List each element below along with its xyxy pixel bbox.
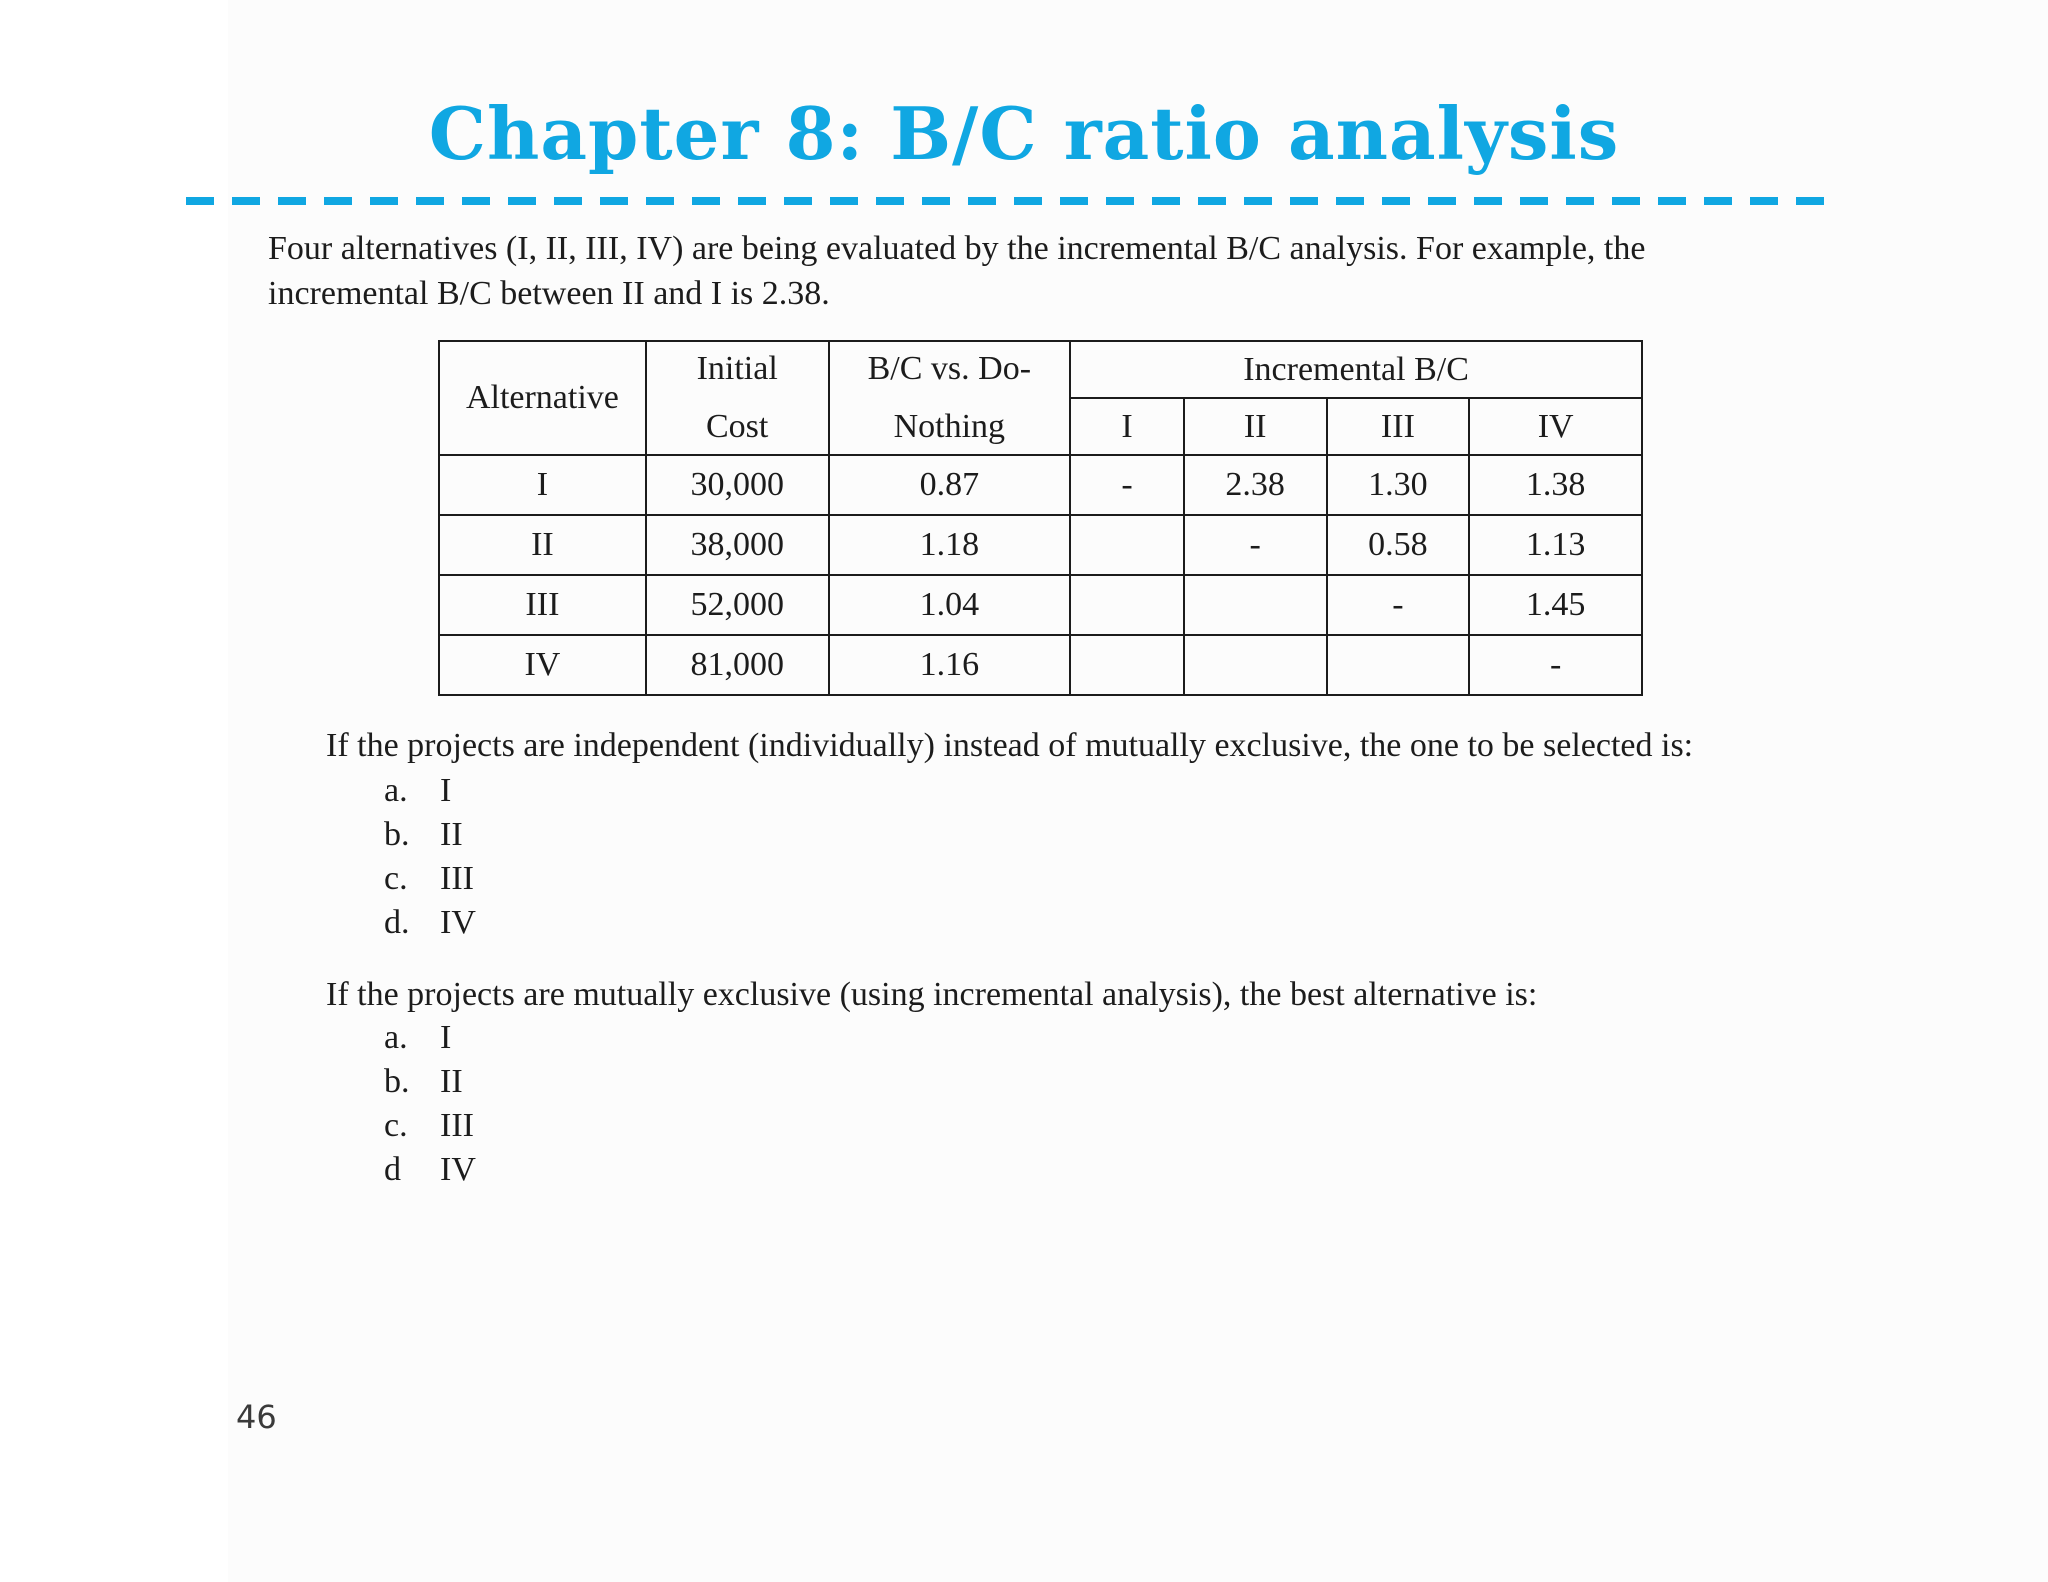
option-label: IV	[440, 904, 476, 941]
slide-title: Chapter 8: B/C ratio analysis	[428, 91, 1620, 176]
cell-bc: 1.18	[829, 515, 1071, 575]
option-letter: d.	[384, 904, 410, 941]
cell-inc-i	[1070, 515, 1184, 575]
cell-inc-ii	[1184, 575, 1327, 635]
cell-initial-cost: 52,000	[646, 575, 829, 635]
table-row	[439, 455, 1642, 515]
option-letter: a.	[384, 772, 408, 809]
option-letter: d	[384, 1151, 401, 1188]
option-label: II	[440, 1063, 463, 1100]
cell-inc-iv: 1.38	[1469, 455, 1642, 515]
option-label: I	[440, 1019, 452, 1056]
option-label: IV	[440, 1151, 476, 1188]
cell-inc-ii: 2.38	[1184, 455, 1327, 515]
option-letter: c.	[384, 1107, 408, 1144]
option-label: III	[440, 1107, 474, 1144]
header-alternative: Alternative	[439, 341, 646, 455]
subheader-iii: III	[1327, 398, 1470, 455]
cell-alternative: III	[439, 575, 646, 635]
option-label: II	[440, 816, 463, 853]
page-number: 46	[236, 1398, 277, 1436]
header-initial-cost	[646, 341, 829, 455]
cell-alternative: II	[439, 515, 646, 575]
table-row	[439, 575, 1642, 635]
cell-bc: 1.04	[829, 575, 1071, 635]
cell-inc-iii: -	[1327, 575, 1470, 635]
cell-inc-iii	[1327, 635, 1470, 695]
header-bc-vs-do-nothing	[829, 341, 1071, 455]
table-row	[439, 635, 1642, 695]
question-2-text: If the projects are mutually exclusive (using incremental analysis), the best alternative is:	[326, 976, 1538, 1013]
option-letter: a.	[384, 1019, 408, 1056]
cell-inc-iv: 1.45	[1469, 575, 1642, 635]
subheader-iv: IV	[1469, 398, 1642, 455]
option-label: III	[440, 860, 474, 897]
question-2-options	[384, 1016, 476, 1192]
cell-inc-ii	[1184, 635, 1327, 695]
intro-line-1: Four alternatives (I, II, III, IV) are being evaluated by the incremental B/C analysis. For example, the	[268, 230, 1646, 267]
option-label: I	[440, 772, 452, 809]
header-incremental-bc: Incremental B/C	[1070, 341, 1642, 398]
subheader-ii: II	[1184, 398, 1327, 455]
title-divider	[186, 197, 1841, 205]
option-b[interactable]	[384, 813, 476, 857]
question-1-text: If the projects are independent (individually) instead of mutually exclusive, the one to be selected is:	[326, 727, 1694, 764]
cell-bc: 1.16	[829, 635, 1071, 695]
header-bc-line2: Nothing	[893, 408, 1006, 445]
bc-table	[438, 340, 1643, 696]
cell-inc-ii: -	[1184, 515, 1327, 575]
option-c[interactable]	[384, 857, 476, 901]
cell-initial-cost: 30,000	[646, 455, 829, 515]
header-initial-cost-line2: Cost	[706, 408, 769, 445]
option-letter: b.	[384, 1063, 410, 1100]
intro-line-2: incremental B/C between II and I is 2.38.	[268, 275, 830, 312]
header-bc-line1: B/C vs. Do-	[867, 350, 1032, 387]
cell-inc-i: -	[1070, 455, 1184, 515]
intro-text	[268, 226, 1908, 316]
option-b[interactable]	[384, 1060, 476, 1104]
option-c[interactable]	[384, 1104, 476, 1148]
cell-inc-i	[1070, 635, 1184, 695]
cell-inc-iv: 1.13	[1469, 515, 1642, 575]
cell-inc-iii: 0.58	[1327, 515, 1470, 575]
option-a[interactable]	[384, 1016, 476, 1060]
option-a[interactable]	[384, 769, 476, 813]
header-initial-cost-line1: Initial	[696, 350, 778, 387]
table-header-row	[439, 341, 1642, 398]
cell-inc-i	[1070, 575, 1184, 635]
cell-initial-cost: 81,000	[646, 635, 829, 695]
option-d[interactable]	[384, 1148, 476, 1192]
option-d[interactable]	[384, 901, 476, 945]
subheader-i: I	[1070, 398, 1184, 455]
option-letter: c.	[384, 860, 408, 897]
cell-alternative: I	[439, 455, 646, 515]
question-1-options	[384, 769, 476, 945]
cell-inc-iii: 1.30	[1327, 455, 1470, 515]
option-letter: b.	[384, 816, 410, 853]
cell-initial-cost: 38,000	[646, 515, 829, 575]
table-row	[439, 515, 1642, 575]
cell-bc: 0.87	[829, 455, 1071, 515]
cell-alternative: IV	[439, 635, 646, 695]
cell-inc-iv: -	[1469, 635, 1642, 695]
